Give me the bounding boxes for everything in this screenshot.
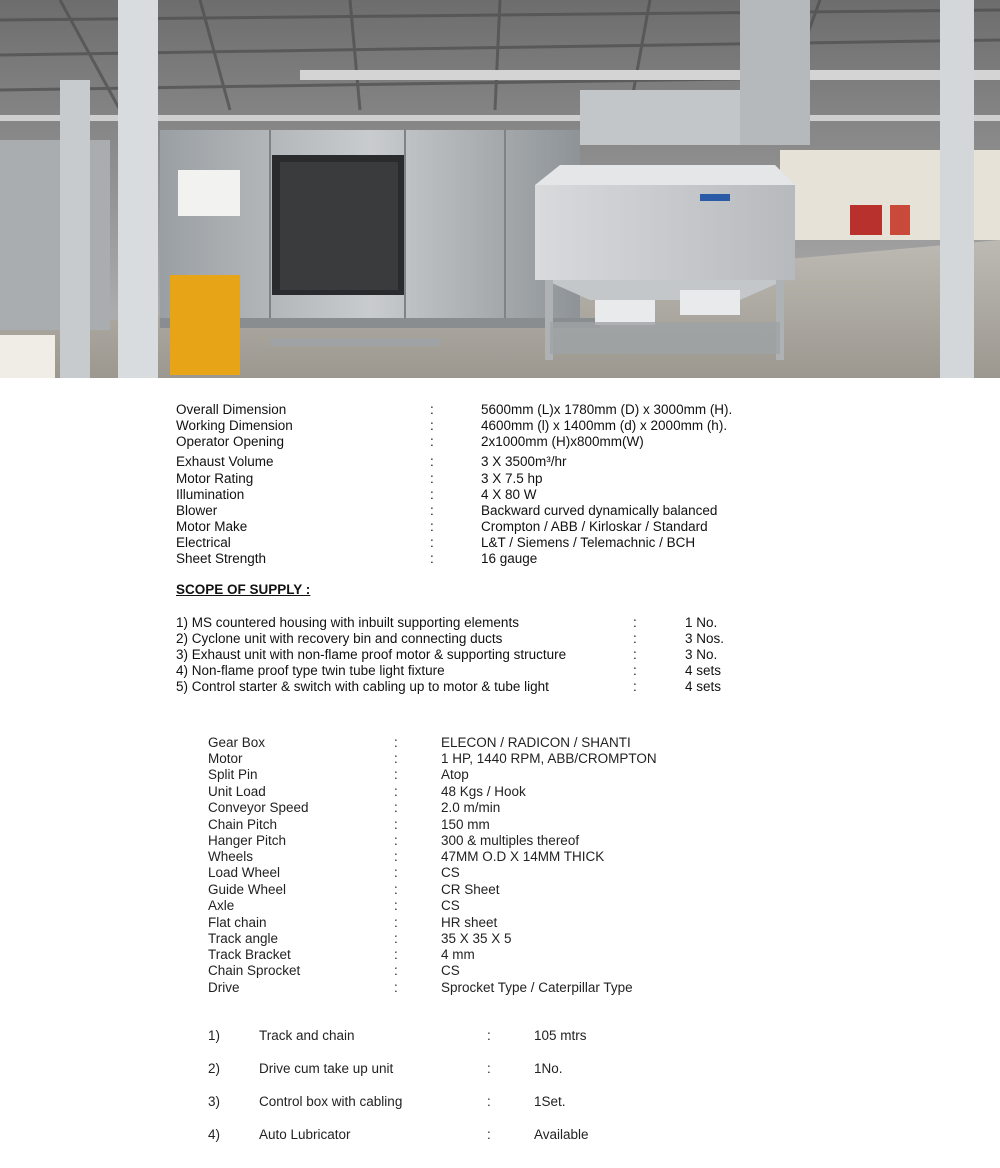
spec-separator: : <box>430 454 434 469</box>
conveyor-label: Drive <box>208 980 240 995</box>
spec-separator: : <box>430 503 434 518</box>
conveyor-label: Hanger Pitch <box>208 833 287 848</box>
conveyor-separator: : <box>394 833 398 848</box>
spec-separator: : <box>430 519 434 534</box>
conveyor-separator: : <box>394 817 398 832</box>
scope-item-separator: : <box>633 679 637 694</box>
conveyor-label: Track Bracket <box>208 947 291 962</box>
spec-value: 3 X 3500m³/hr <box>481 454 567 469</box>
scope-item-label: 1) MS countered housing with inbuilt supporting elements <box>176 615 519 630</box>
conveyor-separator: : <box>394 915 398 930</box>
scope-item-separator: : <box>633 647 637 662</box>
spec-value: 4 X 80 W <box>481 487 537 502</box>
conveyor-value: 300 & multiples thereof <box>441 833 580 848</box>
conveyor-value: CS <box>441 898 460 913</box>
conveyor-label: Wheels <box>208 849 254 864</box>
spec-label: Motor Rating <box>176 471 254 486</box>
scope-heading: SCOPE OF SUPPLY : <box>176 582 311 597</box>
conveyor-label: Gear Box <box>208 735 266 750</box>
conveyor-value: 150 mm <box>441 817 490 832</box>
spec-label: Sheet Strength <box>176 551 267 566</box>
spec-separator: : <box>430 487 434 502</box>
conveyor-label: Conveyor Speed <box>208 800 309 815</box>
conveyor-separator: : <box>394 784 398 799</box>
conveyor-value: 2.0 m/min <box>441 800 501 815</box>
spec-label: Blower <box>176 503 218 518</box>
conveyor-separator: : <box>394 980 398 995</box>
conveyor-label: Chain Sprocket <box>208 963 301 978</box>
spec-label: Operator Opening <box>176 434 285 449</box>
conveyor-value: HR sheet <box>441 915 498 930</box>
spec-value: 3 X 7.5 hp <box>481 471 543 486</box>
conveyor-separator: : <box>394 735 398 750</box>
spec-separator: : <box>430 535 434 550</box>
scope-item-quantity: 3 Nos. <box>685 631 725 646</box>
supply-label: Track and chain <box>259 1028 355 1043</box>
scope-item-quantity: 3 No. <box>685 647 718 662</box>
scope-item-separator: : <box>633 631 637 646</box>
scope-item-separator: : <box>633 663 637 678</box>
spec-label: Working Dimension <box>176 418 293 433</box>
conveyor-label: Unit Load <box>208 784 266 799</box>
spec-value: Crompton / ABB / Kirloskar / Standard <box>481 519 708 534</box>
spec-separator: : <box>430 402 434 417</box>
spec-value: 4600mm (l) x 1400mm (d) x 2000mm (h). <box>481 418 728 433</box>
conveyor-separator: : <box>394 947 398 962</box>
supply-number: 3) <box>208 1094 221 1109</box>
conveyor-separator: : <box>394 800 398 815</box>
conveyor-label: Chain Pitch <box>208 817 278 832</box>
scope-item-label: 4) Non-flame proof type twin tube light fixture <box>176 663 445 678</box>
supply-separator: : <box>487 1028 491 1043</box>
scope-item-label: 2) Cyclone unit with recovery bin and connecting ducts <box>176 631 503 646</box>
conveyor-value: ELECON / RADICON / SHANTI <box>441 735 631 750</box>
conveyor-label: Motor <box>208 751 243 766</box>
conveyor-value: CR Sheet <box>441 882 500 897</box>
supply-value: 1No. <box>534 1061 563 1076</box>
spec-value: 2x1000mm (H)x800mm(W) <box>481 434 644 449</box>
conveyor-value: CS <box>441 865 460 880</box>
spec-separator: : <box>430 434 434 449</box>
scope-item-quantity: 1 No. <box>685 615 718 630</box>
spec-value: 16 gauge <box>481 551 538 566</box>
supply-separator: : <box>487 1094 491 1109</box>
conveyor-value: 47MM O.D X 14MM THICK <box>441 849 605 864</box>
spec-value: L&T / Siemens / Telemachnic / BCH <box>481 535 696 550</box>
supply-label: Drive cum take up unit <box>259 1061 394 1076</box>
spec-value: Backward curved dynamically balanced <box>481 503 718 518</box>
conveyor-value: Sprocket Type / Caterpillar Type <box>441 980 633 995</box>
conveyor-separator: : <box>394 751 398 766</box>
conveyor-separator: : <box>394 767 398 782</box>
spec-separator: : <box>430 471 434 486</box>
conveyor-value: 1 HP, 1440 RPM, ABB/CROMPTON <box>441 751 657 766</box>
conveyor-separator: : <box>394 898 398 913</box>
supply-separator: : <box>487 1127 491 1142</box>
conveyor-value: 4 mm <box>441 947 475 962</box>
spec-separator: : <box>430 551 434 566</box>
conveyor-separator: : <box>394 882 398 897</box>
conveyor-separator: : <box>394 963 398 978</box>
conveyor-value: Atop <box>441 767 469 782</box>
supply-label: Control box with cabling <box>259 1094 403 1109</box>
conveyor-label: Axle <box>208 898 235 913</box>
spec-label: Electrical <box>176 535 231 550</box>
scope-item-label: 5) Control starter & switch with cabling up to motor & tube light <box>176 679 549 694</box>
booth-photo <box>0 0 1000 378</box>
supply-value: 1Set. <box>534 1094 566 1109</box>
conveyor-label: Guide Wheel <box>208 882 287 897</box>
scope-item-quantity: 4 sets <box>685 663 722 678</box>
conveyor-value: CS <box>441 963 460 978</box>
supply-label: Auto Lubricator <box>259 1127 351 1142</box>
supply-number: 4) <box>208 1127 221 1142</box>
supply-number: 1) <box>208 1028 221 1043</box>
conveyor-separator: : <box>394 849 398 864</box>
conveyor-separator: : <box>394 931 398 946</box>
conveyor-separator: : <box>394 865 398 880</box>
spec-label: Motor Make <box>176 519 248 534</box>
scope-item-separator: : <box>633 615 637 630</box>
spec-label: Overall Dimension <box>176 402 287 417</box>
conveyor-label: Split Pin <box>208 767 258 782</box>
scope-item-label: 3) Exhaust unit with non-flame proof motor & supporting structure <box>176 647 567 662</box>
supply-value: 105 mtrs <box>534 1028 587 1043</box>
spec-value: 5600mm (L)x 1780mm (D) x 3000mm (H). <box>481 402 733 417</box>
spec-label: Illumination <box>176 487 245 502</box>
conveyor-value: 48 Kgs / Hook <box>441 784 526 799</box>
conveyor-label: Track angle <box>208 931 279 946</box>
supply-value: Available <box>534 1127 589 1142</box>
spec-separator: : <box>430 418 434 433</box>
scope-item-quantity: 4 sets <box>685 679 722 694</box>
supply-number: 2) <box>208 1061 221 1076</box>
spec-label: Exhaust Volume <box>176 454 274 469</box>
conveyor-label: Flat chain <box>208 915 267 930</box>
conveyor-label: Load Wheel <box>208 865 281 880</box>
supply-separator: : <box>487 1061 491 1076</box>
conveyor-value: 35 X 35 X 5 <box>441 931 512 946</box>
